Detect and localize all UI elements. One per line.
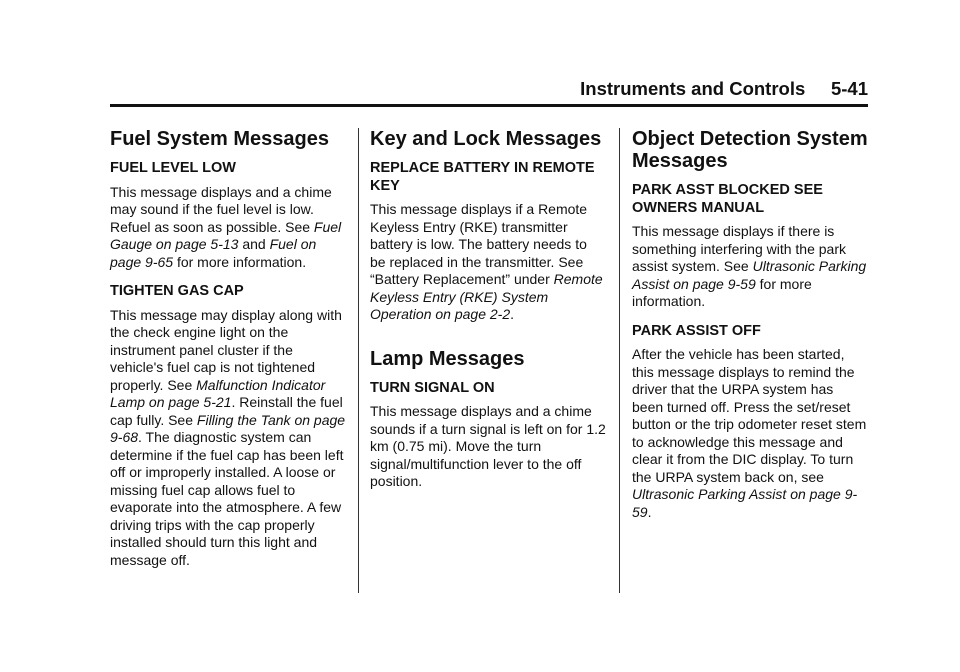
heading-fuel-system-messages: Fuel System Messages bbox=[110, 128, 329, 150]
text-span: This message displays and a chime may sound if the fuel level is low. Refuel as soon as possible. See bbox=[110, 183, 332, 235]
text-span: This message displays if a Remote Keyless Entry (RKE) transmitter battery is low. The battery needs to be replaced in the transmitter. See “Battery Replacement” under bbox=[370, 201, 588, 287]
header-title bbox=[580, 78, 868, 100]
text-span: for more information. bbox=[173, 253, 307, 270]
paragraph-replace-battery bbox=[370, 201, 606, 324]
paragraph-fuel-level-low bbox=[110, 184, 346, 272]
subheading-tighten-gas-cap: TIGHTEN GAS CAP bbox=[110, 283, 244, 299]
section-title: Instruments and Controls bbox=[580, 78, 806, 99]
subheading-fuel-level-low: FUEL LEVEL LOW bbox=[110, 160, 236, 176]
cross-reference-link[interactable]: Filling the Tank on page 9-68 bbox=[110, 411, 346, 445]
text-span: and bbox=[238, 236, 270, 252]
heading-lamp-messages: Lamp Messages bbox=[370, 347, 525, 370]
paragraph-park-asst-blocked bbox=[632, 223, 868, 311]
column-fuel-system bbox=[110, 128, 346, 581]
cross-reference-link[interactable]: Fuel on page 9-65 bbox=[110, 236, 317, 270]
subheading-park-asst-blocked: PARK ASST BLOCKED SEE OWNERS MANUAL bbox=[632, 182, 823, 216]
section-gap bbox=[370, 336, 606, 348]
column-key-lock-lamp bbox=[370, 128, 606, 503]
cross-reference-link[interactable]: Ultrasonic Parking Assist on page 9-59 bbox=[632, 486, 858, 520]
text-span: . bbox=[510, 306, 514, 322]
paragraph-park-assist-off bbox=[632, 346, 868, 521]
subheading-turn-signal-on: TURN SIGNAL ON bbox=[370, 379, 495, 396]
heading-key-and-lock-messages: Key and Lock Messages bbox=[370, 128, 602, 150]
cross-reference-link[interactable]: Remote Keyless Entry (RKE) System Operation on page 2-2 bbox=[370, 271, 603, 322]
cross-reference-link[interactable]: Fuel Gauge on page 5-13 bbox=[110, 218, 342, 252]
text-span: for more information. bbox=[632, 275, 812, 309]
text-span: This message displays if there is something interfering with the park assist system. See bbox=[632, 223, 846, 274]
paragraph-tighten-gas-cap bbox=[110, 307, 346, 570]
column-divider-2 bbox=[619, 128, 620, 593]
text-span: . The diagnostic system can determine if the fuel cap has been left off or improperly installed. A loose or missing fuel cap allows fuel to evaporate into the atmosphere. A few driving trips with the cap properly installed should turn this light and message off. bbox=[110, 429, 344, 568]
page-header bbox=[110, 78, 868, 107]
heading-object-detection-messages: Object Detection System Messages bbox=[632, 128, 868, 172]
subheading-replace-battery: REPLACE BATTERY IN REMOTE KEY bbox=[370, 160, 595, 194]
cross-reference-link[interactable]: Ultrasonic Parking Assist on page 9-59 bbox=[632, 258, 867, 292]
subheading-park-assist-off: PARK ASSIST OFF bbox=[632, 322, 761, 339]
paragraph-turn-signal-on: This message displays and a chime sounds if a turn signal is left on for 1.2 km (0.75 mi). Move the turn signal/multifunction lever to the off position. bbox=[370, 403, 606, 489]
text-span: This message may display along with the check engine light on the instrument panel cluster if the vehicle's fuel cap is not tightened properly. See bbox=[110, 306, 342, 393]
text-span: After the vehicle has been started, this message displays to remind the driver that the URPA system has been turned off. Press the set/reset button or the trip odometer reset stem to acknowledge this message and clear it from the DIC display. To turn the URPA system back on, see bbox=[632, 346, 867, 485]
column-divider-1 bbox=[358, 128, 359, 593]
page-number: 5-41 bbox=[830, 78, 868, 99]
text-span: . Reinstall the fuel cap fully. See bbox=[110, 394, 343, 428]
column-object-detection bbox=[632, 128, 868, 533]
text-span: . bbox=[647, 503, 652, 520]
cross-reference-link[interactable]: Malfunction Indicator Lamp on page 5-21 bbox=[110, 376, 326, 410]
